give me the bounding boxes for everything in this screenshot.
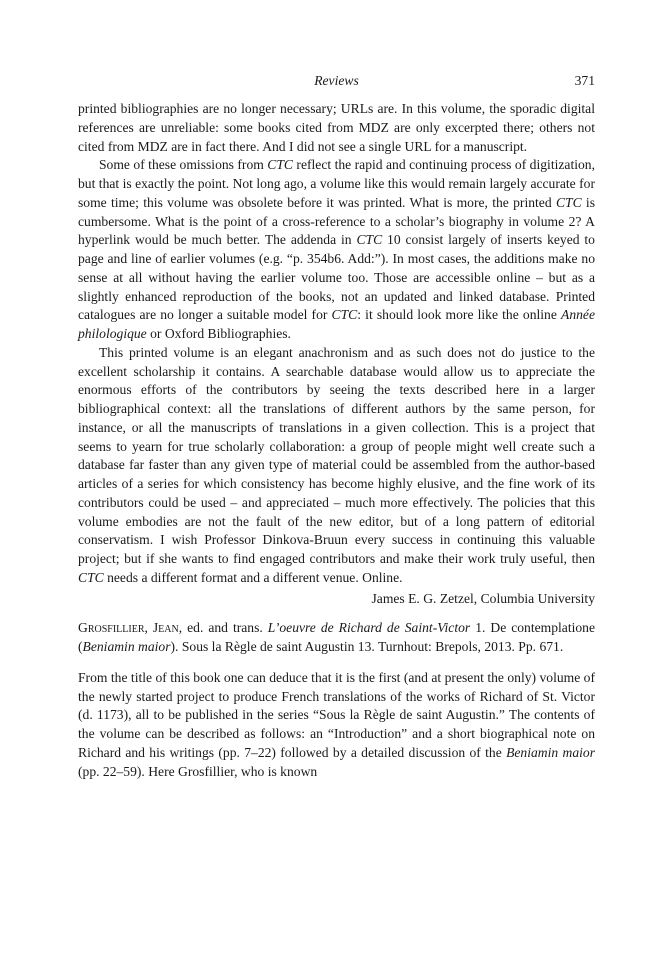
review2-paragraph-1: [78, 669, 595, 782]
italic-term: CTC: [78, 569, 104, 585]
review1-paragraph-3: [78, 344, 595, 588]
italic-term: CTC: [356, 232, 383, 248]
italic-term: CTC: [331, 307, 358, 323]
text-run: printed bibliographies are no longer necessary; URLs are. In this volume, the sporadic digital references are unreliable: some books cited from MDZ are only excerpted there; others not cited from MDZ are in fact there. And I did not see a single URL for a manuscript.: [78, 101, 595, 154]
bibliographic-entry: Grosfillier, Jean, ed. and trans. L’oeuvre de Richard de Saint-Victor 1. De contemplatione (Beniamin maior). Sous la Règle de saint Augustin 13. Turnhout: Brepols, 2013. Pp. 671.: [78, 620, 596, 654]
book-subtitle: Beniamin maior: [82, 639, 171, 654]
running-title: Reviews: [314, 73, 359, 88]
entry-text: 1. De contemplatione (: [78, 620, 596, 654]
reviewer-signature: James E. G. Zetzel, Columbia University: [371, 590, 595, 606]
italic-term: Année philologique: [78, 307, 595, 341]
text-run: From the title of this book one can deduce that it is the first (and at present the only) volume of the newly started project to produce French translations of the works of Richard of St. Victor (d. 1173), all to be published in the series “Sous la Règle de saint Augustin.” The contents of the volume can be described as follows: an “Introduction” and a short biographical note on Richard and his writings (pp. 7–22) followed by a detailed discussion of the: [78, 669, 595, 760]
italic-term: CTC: [267, 157, 293, 173]
author-forename: Jean: [152, 620, 179, 636]
text-run: (pp. 22–59). Here Grosfillier, who is known: [78, 763, 318, 779]
running-head: [78, 72, 595, 92]
text-run: needs a different format and a different venue. Online.: [103, 569, 403, 585]
review1-paragraph-2: [78, 156, 595, 344]
text-run: or Oxford Bibliographies.: [146, 326, 291, 341]
text-run: Some of these omissions from: [99, 157, 268, 173]
text-run: 10 consist largely of inserts keyed to page and line of earlier volumes (e.g. “p. 354b6. Add:”). In most cases, the additions make no sense at all without having the earlier volume too. Those are accessible online – but as a slightly enhanced reproduction of the books, not an updated and linked database. Printed catalogues are no longer a suitable model for: [78, 232, 595, 323]
page-number: 371: [574, 73, 595, 88]
italic-term: Beniamin maior: [506, 744, 595, 760]
entry-text: ). Sous la Règle de saint Augustin 13. Turnhout: Brepols, 2013. Pp. 671.: [170, 639, 564, 654]
text-run: : it should look more like the online: [357, 307, 562, 323]
italic-term: CTC: [555, 194, 582, 210]
text-run: This printed volume is an elegant anachronism and as such does not do justice to the excellent scholarship it contains. A searchable database would allow us to appreciate the enormous efforts of the contributors by seeing the texts described here in a larger bibliographical context: all the translations of different authors by the same person, for instance, or all the manuscripts of translations in a given collection. This is a project that seems to yearn for true scholarly collaboration: a group of people might well create such a database far faster than any given type of material could be assembled from the author-based articles of a series for which consistency has become highly elusive, and the fine work of its contributors could be used – and appreciated – much more effectively. The policies that this volume embodies are not the fault of the new editor, but of a long pattern of editorial conservatism. I wish Professor Dinkova-Bruun every success in continuing this valuable project; but if she wants to find engaged contributors and make their work truly useful, then: [78, 344, 595, 566]
text-run: reflect the rapid and continuing process of digitization, but that is exactly the point. Not long ago, a volume like this would remain largely accurate for some time; this volume was obsolete before it was printed. What is more, the printed: [78, 157, 595, 210]
book-title: L’oeuvre de Richard de Saint-Victor: [267, 620, 471, 636]
author-surname: Grosfillier: [78, 620, 145, 636]
page: [78, 72, 595, 781]
review1-paragraph-1: [78, 100, 595, 156]
entry-role: , ed. and trans.: [178, 620, 268, 636]
text-run: is cumbersome. What is the point of a cross-reference to a scholar’s biography in volume 2? A hyperlink would be much better. The addenda in: [78, 194, 596, 248]
